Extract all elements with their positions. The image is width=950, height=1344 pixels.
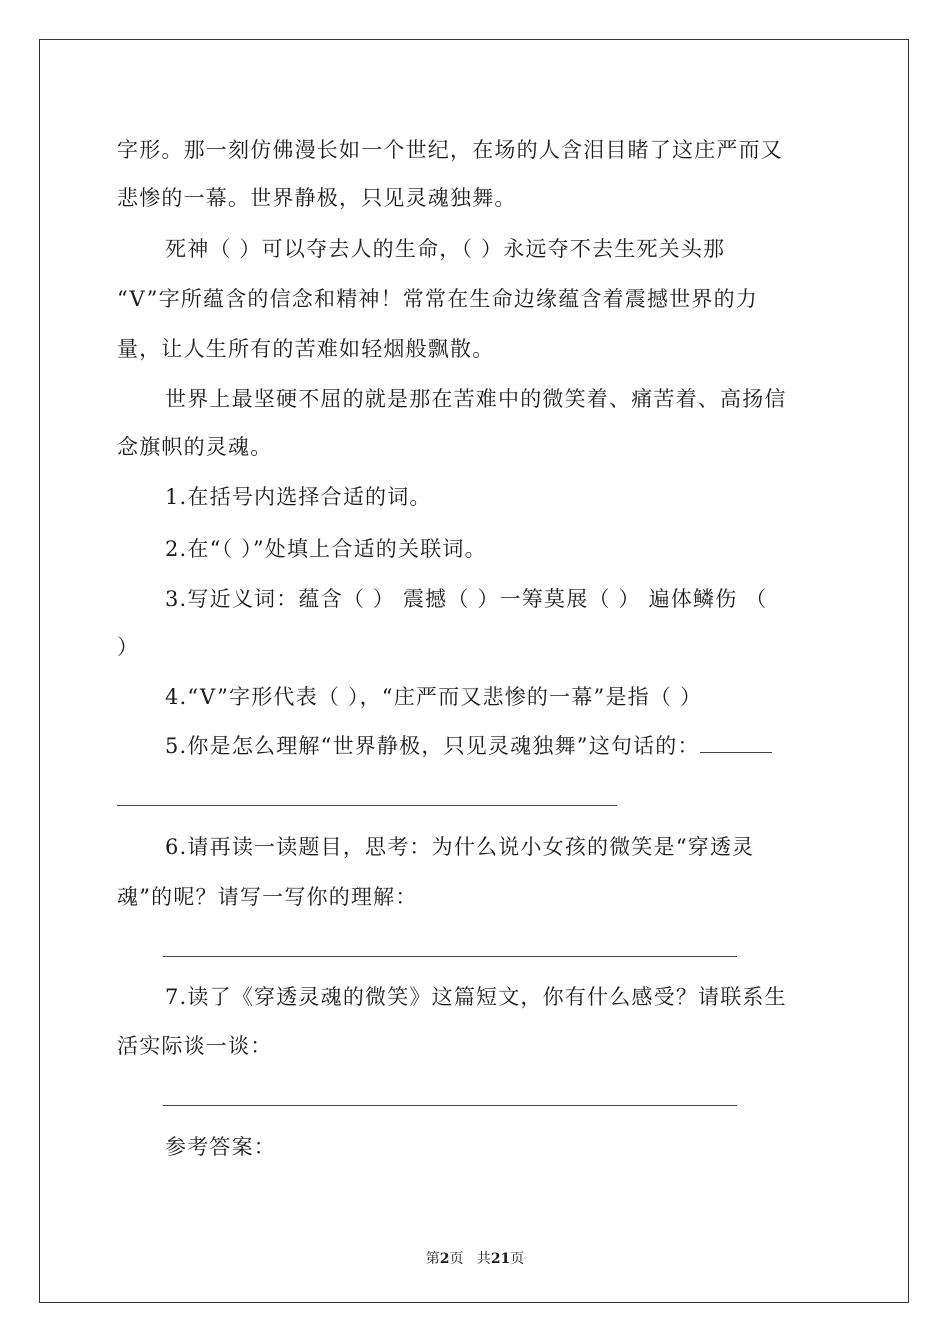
- paragraph-3-line-1: 世界上最坚硬不屈的就是那在苦难中的微笑着、痛苦着、高扬信: [165, 387, 787, 411]
- paragraph-2-line-1: 死神（ ）可以夺去人的生命，（ ）永远夺不去生死关头那: [165, 237, 726, 261]
- footer-page-current: 2: [439, 1251, 450, 1267]
- paragraph-1-line-2: 悲惨的一幕。世界静极，只见灵魂独舞。: [117, 186, 517, 210]
- question-6-line-2: 魂”的呢？请写一写你的理解：: [117, 885, 418, 909]
- answer-blank-inline[interactable]: [700, 734, 772, 753]
- answer-line-q5[interactable]: [117, 805, 617, 806]
- question-1: 1.在括号内选择合适的词。: [165, 485, 432, 509]
- question-6-line-1: 6.请再读一读题目，思考：为什么说小女孩的微笑是“穿透灵: [165, 835, 755, 859]
- footer-page-total: 21: [490, 1251, 511, 1267]
- question-3-line-1: 3.写近义词：蕴含（ ） 震撼（ ）一筹莫展（ ） 遍体鳞伤 （: [165, 587, 768, 611]
- answer-line-q6[interactable]: [163, 956, 737, 957]
- question-5-text: 5.你是怎么理解“世界静极，只见灵魂独舞”这句话的：: [165, 734, 700, 758]
- paragraph-2-line-2: “V”字所蕴含的信念和精神！常常在生命边缘蕴含着震撼世界的力: [117, 287, 758, 311]
- question-5: [165, 733, 772, 759]
- footer-page-mid: 页 共: [449, 1251, 491, 1267]
- answers-heading: 参考答案：: [165, 1135, 276, 1159]
- page-footer: [0, 1248, 950, 1268]
- paragraph-2-line-3: 量，让人生所有的苦难如轻烟般飘散。: [117, 337, 495, 361]
- question-2: 2.在“（ ）”处填上合适的关联词。: [165, 537, 487, 561]
- paragraph-1-line-1: 字形。那一刻仿佛漫长如一个世纪，在场的人含泪目睹了这庄严而又: [117, 138, 783, 162]
- question-7-line-1: 7.读了《穿透灵魂的微笑》这篇短文，你有什么感受？请联系生: [165, 985, 787, 1009]
- question-4: 4.“V”字形代表（ ），“庄严而又悲惨的一幕”是指（ ）: [165, 685, 703, 709]
- question-3-line-2: ）: [117, 635, 140, 659]
- footer-page-prefix: 第: [425, 1251, 440, 1267]
- footer-page-suffix: 页: [510, 1251, 525, 1267]
- answer-line-q7[interactable]: [163, 1105, 737, 1106]
- page-border: [39, 39, 909, 1303]
- paragraph-3-line-2: 念旗帜的灵魂。: [117, 435, 273, 459]
- question-7-line-2: 活实际谈一谈：: [117, 1034, 273, 1058]
